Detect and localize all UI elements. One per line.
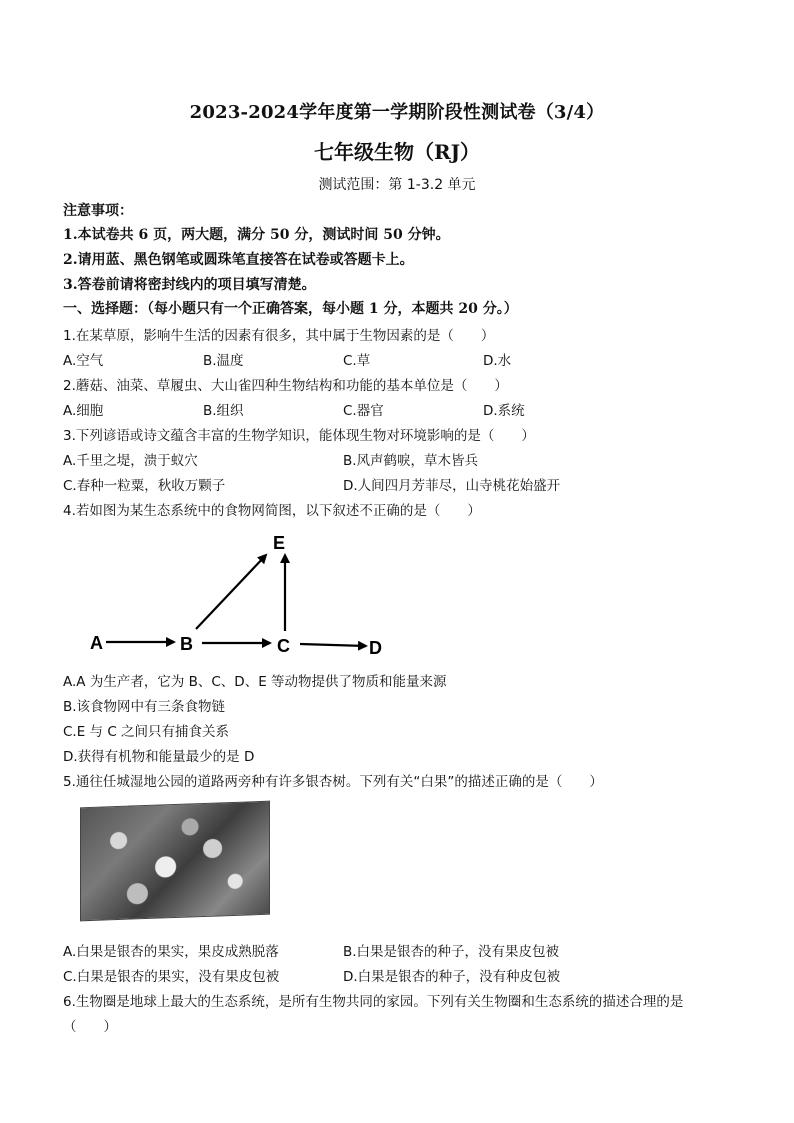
option: B.白果是银杏的种子，没有果皮包被 [343, 944, 560, 960]
question-stem: 4.若如图为某生态系统中的食物网简图，以下叙述不正确的是（ ） [63, 503, 481, 519]
option: A.空气 [63, 353, 104, 369]
option: C.器官 [343, 403, 384, 419]
option: D.获得有机物和能量最少的是 D [63, 749, 255, 765]
node-c: C [277, 636, 290, 656]
option: A.白果是银杏的果实，果皮成熟脱落 [63, 944, 279, 960]
option: B.该食物网中有三条食物链 [63, 699, 226, 715]
section-heading: 一、选择题：（每小题只有一个正确答案，每小题 1 分，本题共 20 分。） [63, 301, 518, 317]
node-d: D [369, 638, 382, 658]
ginkgo-photo [80, 801, 270, 922]
question-stem: 3.下列谚语或诗文蕴含丰富的生物学知识，能体现生物对环境影响的是（ ） [63, 428, 535, 444]
option: B.温度 [203, 353, 244, 369]
question-stem: 2.蘑菇、油菜、草履虫、大山雀四种生物结构和功能的基本单位是（ ） [63, 378, 508, 394]
option: D.人间四月芳菲尽，山寺桃花始盛开 [343, 478, 561, 494]
test-range: 测试范围：第 1-3.2 单元 [318, 177, 476, 193]
option: A.A 为生产者，它为 B、C、D、E 等动物提供了物质和能量来源 [63, 674, 447, 690]
option: C.白果是银杏的果实，没有果皮包被 [63, 969, 280, 985]
option: A.细胞 [63, 403, 104, 419]
question-stem: 6.生物圈是地球上最大的生态系统，是所有生物共同的家园。下列有关生物圈和生态系统的描述合理的是 [63, 994, 684, 1010]
option: B.风声鹤唳，草木皆兵 [343, 453, 479, 469]
question-stem: 5.通往任城湿地公园的道路两旁种有许多银杏树。下列有关“白果”的描述正确的是（ ） [63, 774, 603, 790]
question-stem-continued: （ ） [63, 1019, 117, 1035]
option: B.组织 [203, 403, 244, 419]
question-stem: 1.在某草原，影响牛生活的因素有很多，其中属于生物因素的是（ ） [63, 328, 495, 344]
node-b: B [180, 634, 193, 654]
food-web-diagram [70, 525, 400, 665]
option: D.系统 [483, 403, 525, 419]
option: D.水 [483, 353, 512, 369]
arrow-b-e [196, 555, 266, 629]
exam-subtitle: 七年级生物（RJ） [313, 140, 481, 164]
note-item: 3.答卷前请将密封线内的项目填写清楚。 [63, 277, 316, 293]
option: C.E 与 C 之间只有捕食关系 [63, 724, 230, 740]
node-a: A [90, 633, 103, 653]
option: A.千里之堤，溃于蚁穴 [63, 453, 198, 469]
node-e: E [273, 533, 286, 553]
option: C.春种一粒粟，秋收万颗子 [63, 478, 226, 494]
arrow-c-d [300, 644, 366, 646]
option: C.草 [343, 353, 371, 369]
option: D.白果是银杏的种子，没有种皮包被 [343, 969, 561, 985]
notes-heading: 注意事项： [63, 203, 133, 219]
note-item: 2.请用蓝、黑色钢笔或圆珠笔直接答在试卷或答题卡上。 [63, 252, 414, 268]
note-item: 1.本试卷共 6 页，两大题，满分 50 分，测试时间 50 分钟。 [63, 227, 450, 243]
exam-title: 2023-2024学年度第一学期阶段性测试卷（3/4） [189, 102, 605, 123]
